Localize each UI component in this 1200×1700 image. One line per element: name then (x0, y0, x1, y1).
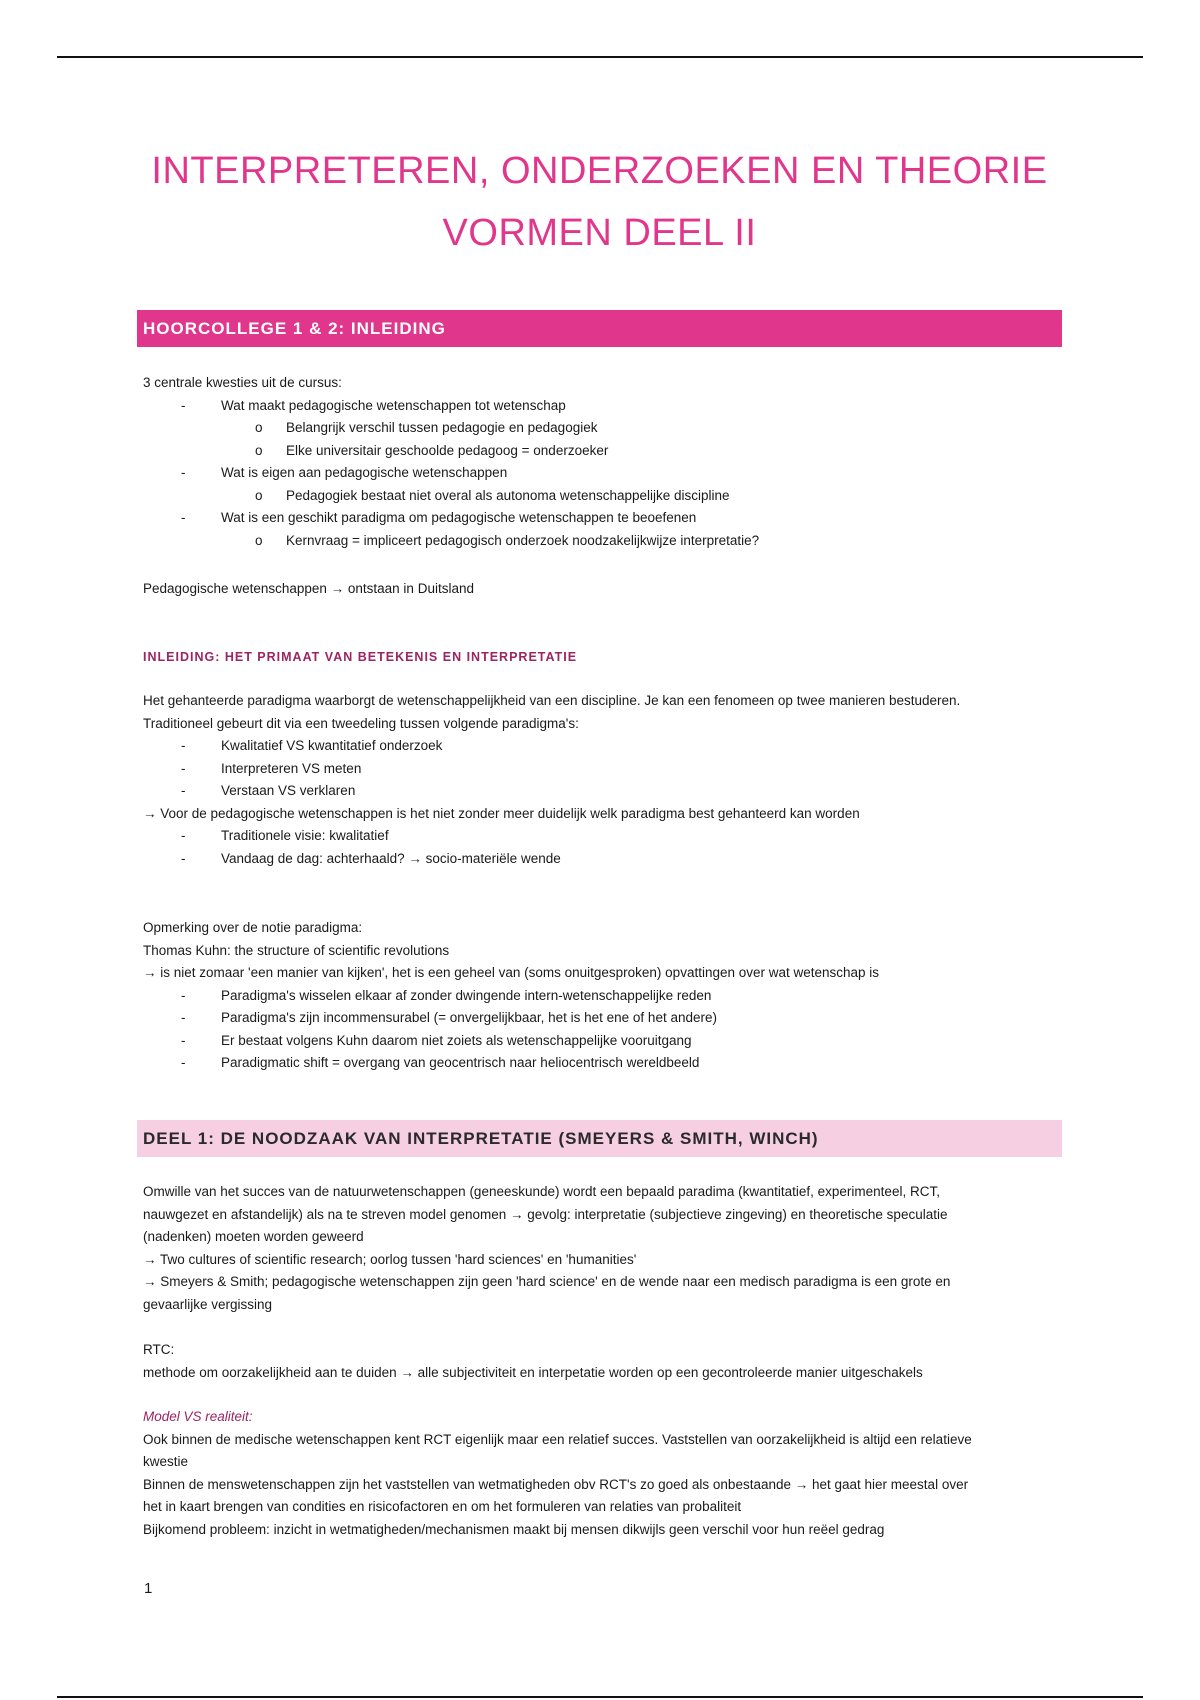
model-reality-block (143, 1406, 1058, 1541)
paragraph-line: (nadenken) moeten worden geweerd (143, 1229, 364, 1244)
paragraph-line: → is niet zomaar 'een manier van kijken', het is een geheel van (soms onuitgesproken) opvattingen over wat wetenschap is (143, 965, 880, 980)
list-item: - Paradigma's zijn incommensurabel (= onvergelijkbaar, het is het ene of het andere) (143, 1007, 1058, 1030)
rtc-text: methode om oorzakelijkheid aan te duiden → alle subjectiviteit en interpetatie worden op een gecontroleerde manier uitgeschakels (143, 1364, 923, 1380)
top-rule (57, 56, 1143, 58)
paragraph-line: Thomas Kuhn: the structure of scientific revolutions (143, 942, 450, 958)
paragraph-line: gevaarlijke vergissing (143, 1296, 273, 1312)
rtc-label: RTC: (143, 1342, 175, 1357)
list-item: - Er bestaat volgens Kuhn daarom niet zoiets als wetenschappelijke vooruitgang (143, 1030, 1058, 1053)
list-item: o Pedagogiek bestaat niet overal als autonoma wetenschappelijke discipline (143, 485, 1058, 508)
paragraph-line: → Two cultures of scientific research; oorlog tussen 'hard sciences' en 'humanities' (143, 1251, 637, 1267)
list-item: o Kernvraag = impliceert pedagogisch onderzoek noodzakelijkwijze interpretatie? (143, 530, 1058, 553)
list-item: - Vandaag de dag: achterhaald? → socio-materiële wende (143, 848, 1058, 871)
paragraph-line: nauwgezet en afstandelijk) als na te streven model genomen → gevolg: interpretatie (subjectieve zingeving) en theoretische speculatie (143, 1206, 948, 1222)
list-item: - Wat is eigen aan pedagogische wetenschappen (143, 462, 1058, 485)
paragraph-line: Omwille van het succes van de natuurwetenschappen (geneeskunde) wordt een bepaald paradima (kwantitatief, experimenteel, RCT, (143, 1184, 940, 1199)
central-questions-list (143, 395, 1058, 553)
list-item: - Verstaan VS verklaren (143, 780, 1058, 803)
origin-line: Pedagogische wetenschappen → ontstaan in Duitsland (143, 581, 474, 596)
interpretation-block (143, 1181, 1058, 1316)
kuhn-remark-block (143, 917, 1058, 1075)
paragraph-line: Binnen de menswetenschappen zijn het vaststellen van wetmatigheden obv RCT's zo goed als onbestaande → het gaat hier meestal over (143, 1476, 969, 1492)
paradigm-list-2 (143, 825, 1058, 870)
list-item: - Wat is een geschikt paradigma om pedagogische wetenschappen te beoefenen (143, 507, 1058, 530)
title-line-2: VORMEN DEEL II (442, 212, 757, 254)
list-item: o Elke universitair geschoolde pedagoog = onderzoeker (143, 440, 1058, 463)
paragraph-line: → Smeyers & Smith; pedagogische wetenschappen zijn geen 'hard science' en de wende naar een medisch paradigma is een grote en (143, 1274, 951, 1289)
central-questions-block (143, 372, 1058, 552)
title-line-1: INTERPRETEREN, ONDERZOEKEN EN THEORIE (151, 150, 1048, 192)
paragraph-line: het in kaart brengen van condities en risicofactoren en om het formuleren van relaties van probaliteit (143, 1499, 742, 1514)
page-number: 1 (144, 1580, 153, 1597)
list-item: - Kwalitatief VS kwantitatief onderzoek (143, 735, 1058, 758)
model-reality-label: Model VS realiteit: (143, 1409, 253, 1424)
paradigm-block (143, 690, 1058, 870)
list-item: o Belangrijk verschil tussen pedagogie en pedagogiek (143, 417, 1058, 440)
list-item: - Paradigma's wisselen elkaar af zonder dwingende intern-wetenschappelijke reden (143, 985, 1058, 1008)
paragraph-line: Het gehanteerde paradigma waarborgt de wetenschappelijkheid van een discipline. Je kan een fenomeen op twee manieren bestuderen. (143, 693, 961, 708)
list-item: - Wat maakt pedagogische wetenschappen tot wetenschap (143, 395, 1058, 418)
section-heading-hoorcollege: HOORCOLLEGE 1 & 2: INLEIDING (137, 310, 1062, 347)
document-title (137, 140, 1062, 264)
subsection-heading-primaat: INLEIDING: HET PRIMAAT VAN BETEKENIS EN INTERPRETATIE (143, 650, 578, 664)
list-item: - Traditionele visie: kwalitatief (143, 825, 1058, 848)
paradigm-list (143, 735, 1058, 803)
paragraph-line: Opmerking over de notie paradigma: (143, 920, 363, 935)
list-item: - Interpreteren VS meten (143, 758, 1058, 781)
paragraph-line: Ook binnen de medische wetenschappen kent RCT eigenlijk maar een relatief succes. Vaststellen van oorzakelijkheid is altijd een relatieve (143, 1431, 972, 1447)
paragraph-line: → Voor de pedagogische wetenschappen is het niet zonder meer duidelijk welk paradigma best gehanteerd kan worden (143, 805, 860, 821)
list-item: - Paradigmatic shift = overgang van geocentrisch naar heliocentrisch wereldbeeld (143, 1052, 1058, 1075)
paragraph-line: Traditioneel gebeurt dit via een tweedeling tussen volgende paradigma's: (143, 715, 579, 731)
paragraph-line: kwestie (143, 1454, 189, 1469)
central-questions-intro: 3 centrale kwesties uit de cursus: (143, 375, 342, 390)
section-heading-deel-1: DEEL 1: DE NOODZAAK VAN INTERPRETATIE (SMEYERS & SMITH, WINCH) (137, 1120, 1062, 1157)
rtc-block (143, 1339, 1058, 1384)
kuhn-list (143, 985, 1058, 1075)
bottom-rule (57, 1696, 1143, 1698)
paragraph-line: Bijkomend probleem: inzicht in wetmatigheden/mechanismen maakt bij mensen dikwijls geen verschil voor hun reëel gedrag (143, 1521, 885, 1537)
